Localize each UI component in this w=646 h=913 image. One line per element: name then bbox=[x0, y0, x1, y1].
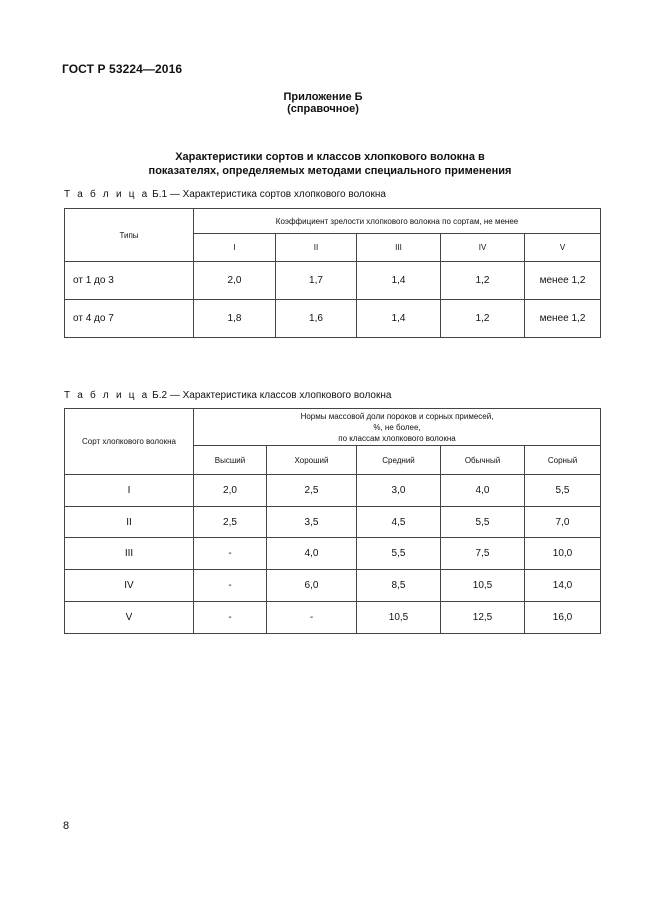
table-1-type-cell: от 4 до 7 bbox=[65, 300, 194, 338]
table-2-header-line: %, не более, bbox=[373, 422, 421, 432]
table-2-class-header: Средний bbox=[357, 446, 441, 475]
table-1-header-group: Коэффициент зрелости хлопкового волокна по сортам, не менее bbox=[194, 209, 601, 234]
table-row bbox=[65, 538, 601, 570]
table-cell: 7,5 bbox=[441, 538, 525, 570]
table-1 bbox=[64, 208, 601, 338]
table-cell: 4,5 bbox=[357, 507, 441, 538]
table-2-class-header: Хороший bbox=[267, 446, 357, 475]
table-cell: 8,5 bbox=[357, 570, 441, 602]
table-cell: 2,0 bbox=[194, 262, 276, 300]
table-cell: 12,5 bbox=[441, 602, 525, 634]
table-row bbox=[65, 602, 601, 634]
table-cell: 1,4 bbox=[357, 262, 441, 300]
table-2-class-header: Высший bbox=[194, 446, 267, 475]
table-cell: 4,0 bbox=[267, 538, 357, 570]
appendix-title: Приложение Б bbox=[283, 91, 363, 103]
table-cell: менее 1,2 bbox=[525, 262, 601, 300]
table-2-header-group bbox=[194, 409, 601, 446]
table-1-grade-header: IV bbox=[441, 234, 525, 262]
table-row bbox=[65, 475, 601, 507]
table-cell: 2,0 bbox=[194, 475, 267, 507]
table-2-grade-cell: III bbox=[65, 538, 194, 570]
table-1-header-types: Типы bbox=[65, 209, 194, 262]
table-2-class-header: Обычный bbox=[441, 446, 525, 475]
table-cell: 10,0 bbox=[525, 538, 601, 570]
table-1-type-cell: от 1 до 3 bbox=[65, 262, 194, 300]
table-2-header-grade: Сорт хлопкового волокна bbox=[65, 409, 194, 475]
table-cell: 4,0 bbox=[441, 475, 525, 507]
table-1-grade-header: I bbox=[194, 234, 276, 262]
table-cell: менее 1,2 bbox=[525, 300, 601, 338]
table-cell: 2,5 bbox=[194, 507, 267, 538]
table-1-grade-header: III bbox=[357, 234, 441, 262]
table-1-caption bbox=[64, 189, 386, 200]
table-cell: 1,8 bbox=[194, 300, 276, 338]
table-cell: 3,0 bbox=[357, 475, 441, 507]
table-cell: 3,5 bbox=[267, 507, 357, 538]
table-2 bbox=[64, 408, 601, 634]
main-title-line-1: Характеристики сортов и классов хлопкового волокна в bbox=[175, 151, 485, 163]
table-cell: 10,5 bbox=[357, 602, 441, 634]
table-cell: 5,5 bbox=[525, 475, 601, 507]
table-cell: 10,5 bbox=[441, 570, 525, 602]
table-2-header-line: по классам хлопкового волокна bbox=[338, 433, 456, 443]
table-1-grade-header: II bbox=[276, 234, 357, 262]
table-row bbox=[65, 262, 601, 300]
table-cell: - bbox=[194, 538, 267, 570]
main-title-line-2: показателях, определяемых методами специального применения bbox=[148, 165, 512, 177]
table-2-class-header: Сорный bbox=[525, 446, 601, 475]
table-cell: 1,6 bbox=[276, 300, 357, 338]
table-1-grade-header: V bbox=[525, 234, 601, 262]
table-cell: 2,5 bbox=[267, 475, 357, 507]
table-cell: 6,0 bbox=[267, 570, 357, 602]
table-row bbox=[65, 300, 601, 338]
table-cell: - bbox=[194, 570, 267, 602]
table-2-caption-text: Б.2 — Характеристика классов хлопкового волокна bbox=[152, 390, 392, 401]
table-1-caption-prefix: Т а б л и ц а bbox=[64, 189, 150, 200]
table-2-caption bbox=[64, 390, 391, 401]
table-cell: - bbox=[267, 602, 357, 634]
table-cell: 1,2 bbox=[441, 300, 525, 338]
table-2-caption-prefix: Т а б л и ц а bbox=[64, 390, 150, 401]
table-2-grade-cell: IV bbox=[65, 570, 194, 602]
table-1-caption-text: Б.1 — Характеристика сортов хлопкового волокна bbox=[152, 189, 386, 200]
table-cell: 5,5 bbox=[357, 538, 441, 570]
table-cell: 14,0 bbox=[525, 570, 601, 602]
table-2-grade-cell: I bbox=[65, 475, 194, 507]
table-2-grade-cell: V bbox=[65, 602, 194, 634]
table-cell: 7,0 bbox=[525, 507, 601, 538]
table-2-header-line: Нормы массовой доли пороков и сорных примесей, bbox=[300, 411, 494, 421]
table-2-grade-cell: II bbox=[65, 507, 194, 538]
table-cell: 1,2 bbox=[441, 262, 525, 300]
page-number: 8 bbox=[63, 820, 70, 832]
table-cell: 1,4 bbox=[357, 300, 441, 338]
appendix-subtitle: (справочное) bbox=[287, 103, 359, 115]
table-row bbox=[65, 570, 601, 602]
table-cell: 16,0 bbox=[525, 602, 601, 634]
table-cell: 1,7 bbox=[276, 262, 357, 300]
table-cell: - bbox=[194, 602, 267, 634]
table-cell: 5,5 bbox=[441, 507, 525, 538]
document-code: ГОСТ Р 53224—2016 bbox=[62, 62, 183, 76]
table-row bbox=[65, 507, 601, 538]
